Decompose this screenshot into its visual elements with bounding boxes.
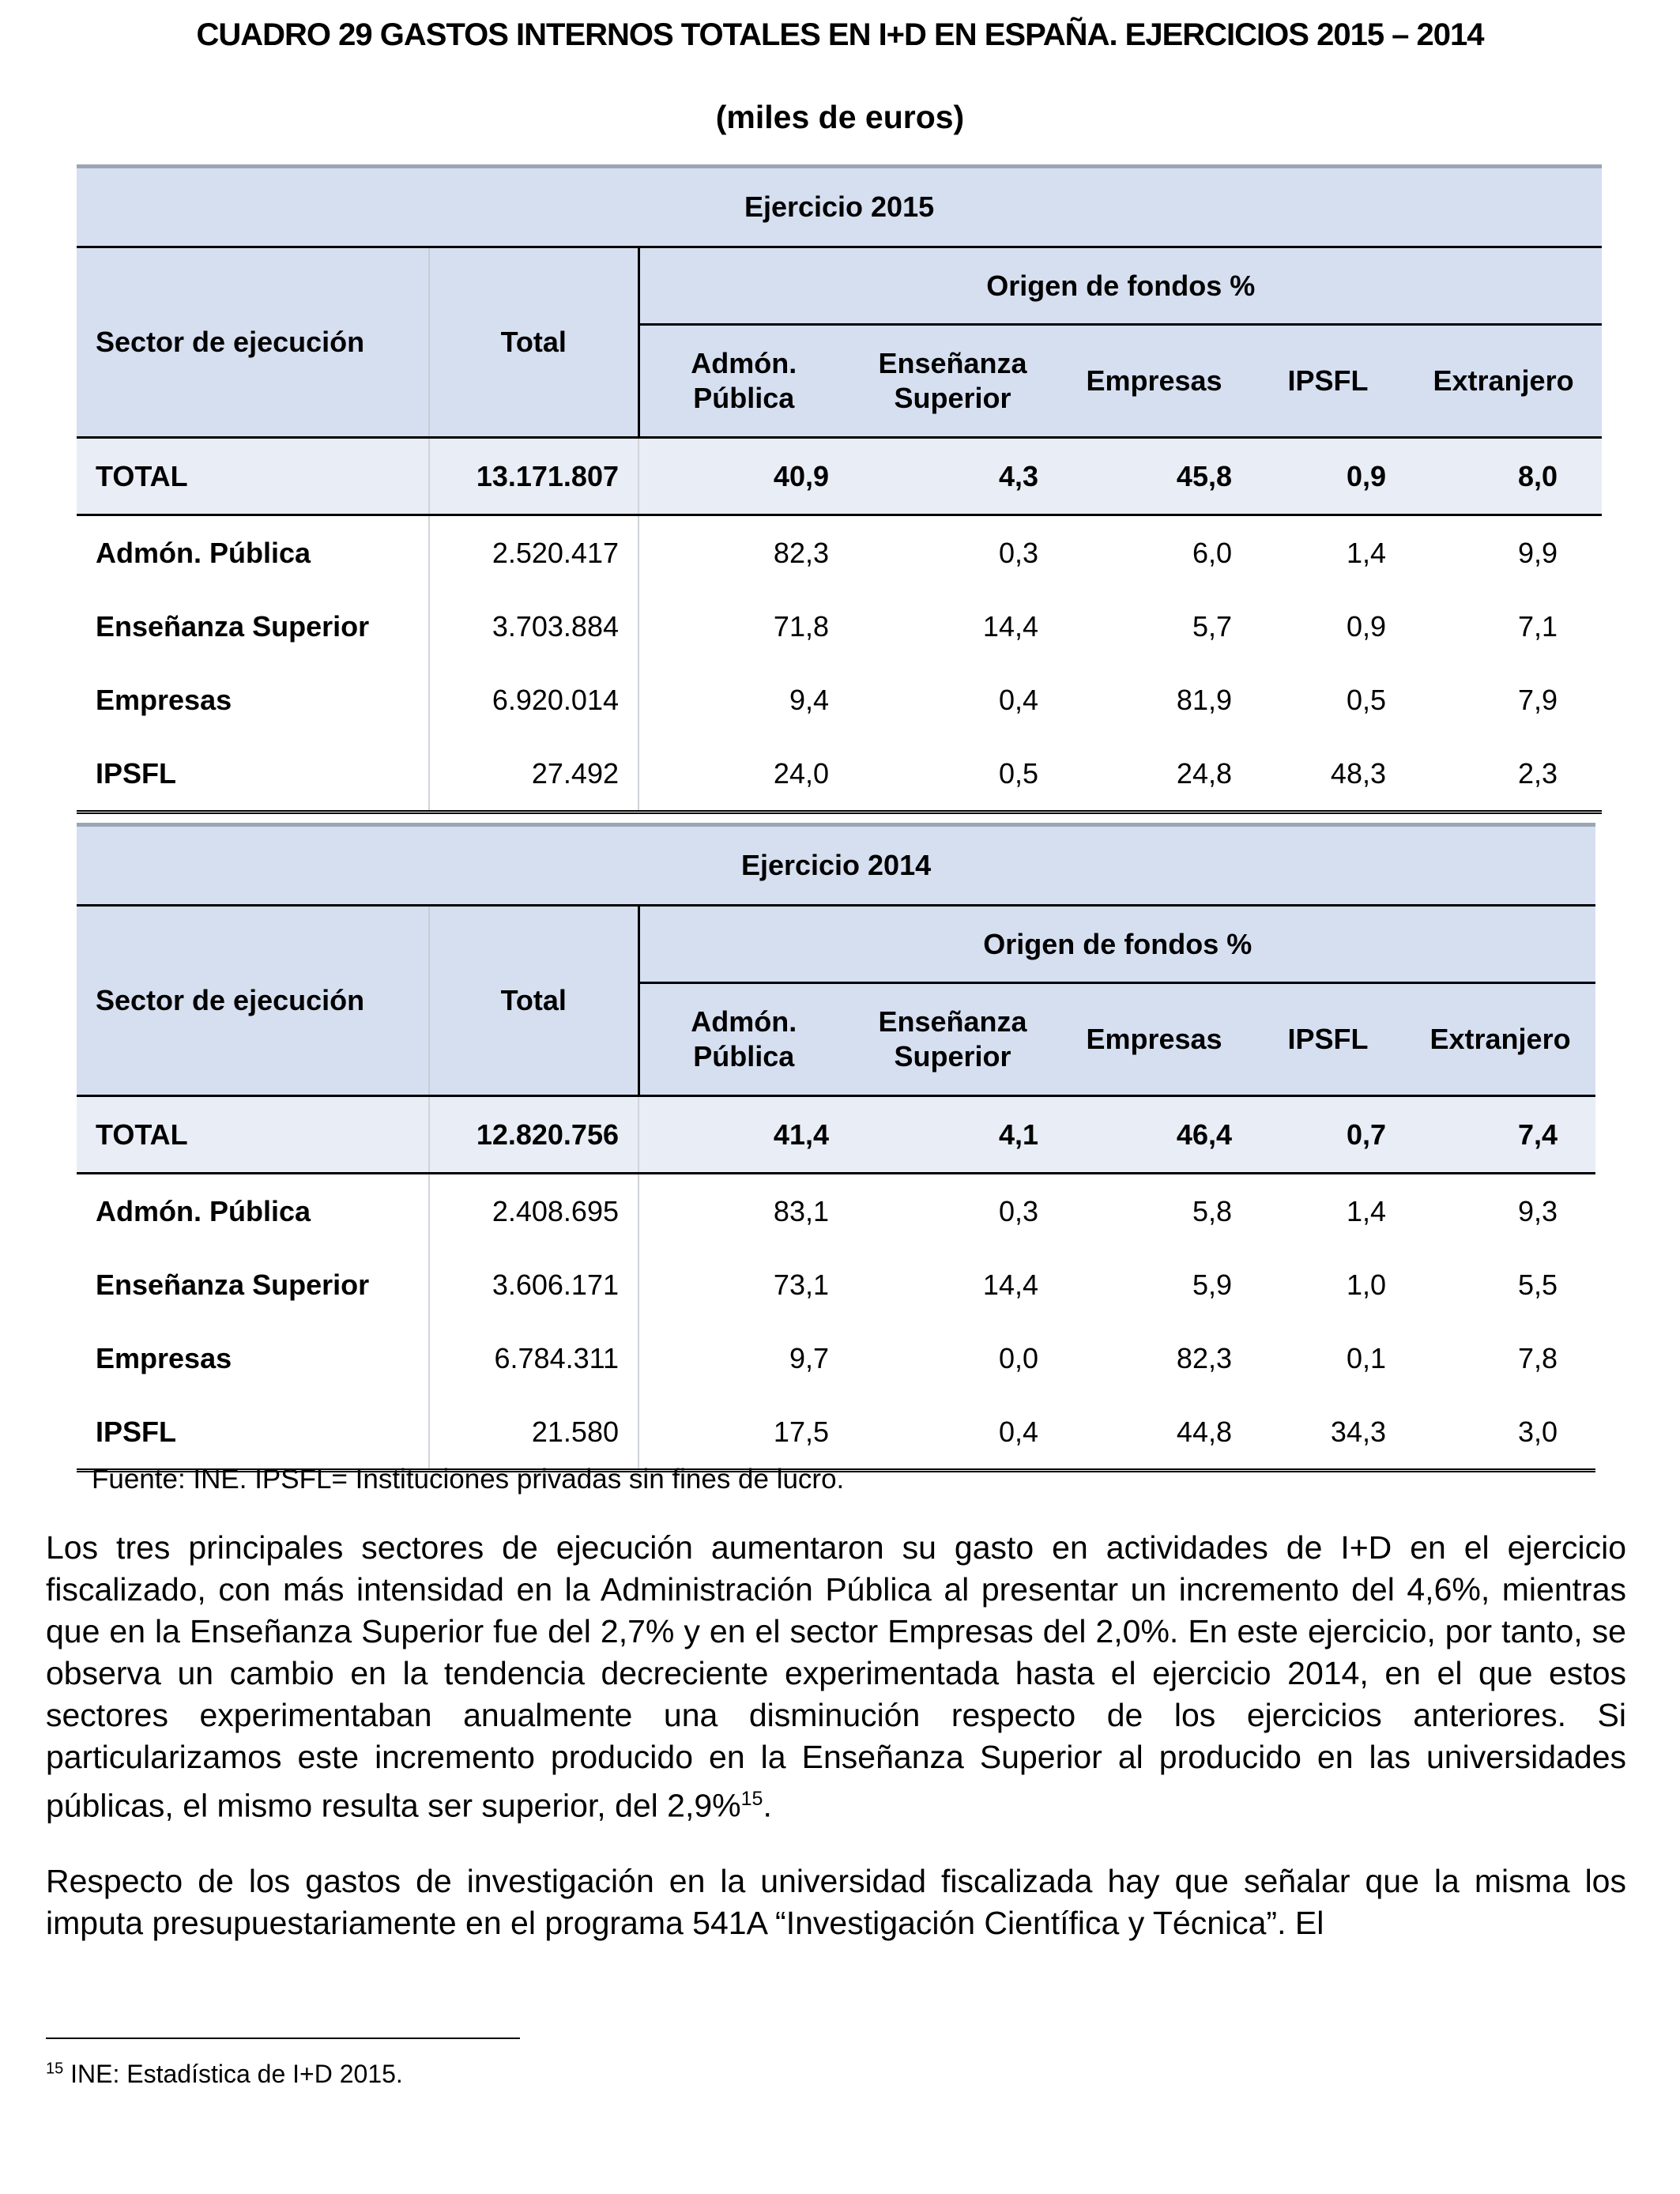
row-label: IPSFL — [77, 737, 429, 812]
empresas-cell: 5,8 — [1192, 1194, 1232, 1227]
year-header-row — [77, 167, 1602, 247]
ipsfl-cell: 0,9 — [1251, 438, 1405, 515]
total-row — [77, 1096, 1595, 1174]
empresas-cell: 5,7 — [1192, 609, 1232, 643]
total-header: Total — [429, 247, 638, 438]
paragraph-text: Los tres principales sectores de ejecución aumentaron su gasto en actividades de I+D en el ejercicio fiscalizado, con más intensidad en la Administración Pública al presentar un incremento del 4,6%, mientras que en la Enseñanza Superior fue del 2,7% y en el sector Empresas del 2,0%. En este ejercicio, por tanto, se observa un cambio en la tendencia decreciente experimentada hasta el ejercicio 2014, en el que estos sectores experimentaban anualmente una disminución respecto de los ejercicios anteriores. Si particularizamos este incremento producido en la Enseñanza Superior al producido en las universidades públicas, el mismo resulta ser superior, del 2,9% — [46, 1529, 1626, 1824]
table-row — [77, 1248, 1595, 1321]
table-row — [77, 590, 1602, 663]
ipsfl-cell: 0,5 — [1346, 683, 1386, 716]
table-2015 — [77, 164, 1602, 814]
ensenanza-cell: 14,4 — [982, 1268, 1038, 1301]
admon-cell: 83,1 — [638, 1174, 848, 1249]
extranjero-cell: 2,3 — [1405, 737, 1602, 812]
row-label: Empresas — [96, 1341, 232, 1374]
empresas-header: Empresas — [1057, 325, 1251, 438]
body-paragraph-2: Respecto de los gastos de investigación en la universidad fiscalizada hay que señalar que la misma los imputa presupuestariamente en el programa 541A “Investigación Científica y Técnica”. El — [46, 1863, 1626, 1941]
empresas-cell: 24,8 — [1057, 737, 1251, 812]
ensenanza-header: Enseñanza Superior — [848, 325, 1057, 438]
table-row — [77, 515, 1602, 590]
admon-header: Admón. Pública — [638, 983, 848, 1096]
footnote-ref[interactable]: 15 — [740, 1788, 763, 1810]
table-row — [77, 737, 1602, 812]
footnote-text: INE: Estadística de I+D 2015. — [63, 2060, 403, 2088]
ipsfl-cell: 1,4 — [1346, 536, 1386, 569]
page-subtitle: (miles de euros) — [715, 99, 965, 135]
extranjero-cell: 3,0 — [1405, 1395, 1595, 1471]
extranjero-cell: 7,4 — [1405, 1096, 1595, 1174]
table-row — [77, 1395, 1595, 1471]
ensenanza-cell: 0,5 — [848, 737, 1057, 812]
total-cell: 2.408.695 — [429, 1174, 638, 1249]
ipsfl-cell: 0,7 — [1251, 1096, 1405, 1174]
ensenanza-cell: 4,3 — [848, 438, 1057, 515]
extranjero-cell: 9,3 — [1518, 1194, 1558, 1227]
admon-cell: 41,4 — [638, 1096, 848, 1174]
empresas-cell: 81,9 — [1176, 683, 1232, 716]
extranjero-cell: 9,9 — [1518, 536, 1558, 569]
empresas-header: Empresas — [1057, 983, 1251, 1096]
year-label: Ejercicio 2015 — [77, 167, 1602, 247]
ensenanza-header: Enseñanza Superior — [848, 983, 1057, 1096]
origin-header: Origen de fondos % — [638, 247, 1602, 325]
ensenanza-cell: 0,4 — [848, 1395, 1057, 1471]
ipsfl-header: IPSFL — [1251, 325, 1405, 438]
footnote — [46, 2060, 403, 2089]
row-label: TOTAL — [77, 438, 429, 515]
extranjero-cell: 7,1 — [1518, 609, 1558, 643]
total-cell: 12.820.756 — [429, 1096, 638, 1174]
total-cell: 6.920.014 — [429, 663, 638, 737]
extranjero-cell: 8,0 — [1405, 438, 1602, 515]
header-row — [77, 247, 1602, 325]
empresas-cell: 6,0 — [1192, 536, 1232, 569]
row-label: Enseñanza Superior — [96, 609, 370, 643]
table-2014 — [77, 823, 1595, 1472]
table-row — [77, 1321, 1595, 1395]
extranjero-header: Extranjero — [1405, 983, 1595, 1096]
total-cell: 27.492 — [429, 737, 638, 812]
row-label: Admón. Pública — [96, 536, 311, 569]
body-paragraph-1: Los tres principales sectores de ejecución aumentaron su gasto en actividades de I+D en el ejercicio fiscalizado, con más intensidad en la Administración Pública al presentar un incremento del 4,6%, mientras que en la Enseñanza Superior fue del 2,7% y en el sector Empresas del 2,0%. En este ejercicio, por tanto, se observa un cambio en la tendencia decreciente experimentada hasta el ejercicio 2014, en el que estos sectores experimentaban anualmente una disminución respecto de los ejercicios anteriores. Si particularizamos este incremento producido en la Enseñanza Superior al producido en las universidades públicas, el mismo resulta ser superior, del 2,9%$^{15}$. — [46, 1529, 1626, 1824]
row-label: Enseñanza Superior — [96, 1268, 370, 1301]
empresas-cell: 46,4 — [1057, 1096, 1251, 1174]
row-label: Empresas — [96, 683, 232, 716]
total-cell: 3.703.884 — [429, 590, 638, 663]
footnote-divider — [46, 2038, 520, 2039]
ensenanza-cell: 0,4 — [998, 683, 1038, 716]
admon-cell: 17,5 — [638, 1395, 848, 1471]
page-title: CUADRO 29 GASTOS INTERNOS TOTALES EN I+D EN ESPAÑA. EJERCICIOS 2015 – 2014 — [196, 17, 1484, 52]
ensenanza-cell: 0,3 — [998, 1194, 1038, 1227]
admon-header: Admón. Pública — [638, 325, 848, 438]
empresas-cell: 82,3 — [1176, 1341, 1232, 1374]
admon-cell: 73,1 — [638, 1248, 848, 1321]
ensenanza-cell: 4,1 — [848, 1096, 1057, 1174]
admon-cell: 24,0 — [638, 737, 848, 812]
ipsfl-cell: 0,1 — [1346, 1341, 1386, 1374]
year-header-row — [77, 825, 1595, 906]
table-source-note: Fuente: INE. IPSFL= Instituciones privadas sin fines de lucro. — [92, 1464, 845, 1495]
row-label: TOTAL — [77, 1096, 429, 1174]
admon-cell: 40,9 — [638, 438, 848, 515]
ensenanza-cell: 0,3 — [998, 536, 1038, 569]
ensenanza-cell: 0,0 — [998, 1341, 1038, 1374]
ipsfl-cell: 1,4 — [1346, 1194, 1386, 1227]
table-row — [77, 1174, 1595, 1249]
admon-cell: 9,7 — [638, 1321, 848, 1395]
ipsfl-cell: 34,3 — [1251, 1395, 1405, 1471]
admon-cell: 82,3 — [638, 515, 848, 590]
ipsfl-header: IPSFL — [1251, 983, 1405, 1096]
extranjero-cell: 5,5 — [1518, 1268, 1558, 1301]
admon-cell: 71,8 — [638, 590, 848, 663]
total-cell: 3.606.171 — [429, 1248, 638, 1321]
empresas-cell: 44,8 — [1057, 1395, 1251, 1471]
empresas-cell: 5,9 — [1192, 1268, 1232, 1301]
total-cell: 21.580 — [429, 1395, 638, 1471]
footnote-number: 15 — [46, 2060, 64, 2078]
extranjero-cell: 7,8 — [1518, 1341, 1558, 1374]
ipsfl-cell: 0,9 — [1346, 609, 1386, 643]
total-cell: 2.520.417 — [429, 515, 638, 590]
total-header: Total — [429, 906, 638, 1096]
origin-header: Origen de fondos % — [638, 906, 1595, 983]
row-label: IPSFL — [77, 1395, 429, 1471]
table-row — [77, 663, 1602, 737]
row-label: Admón. Pública — [96, 1194, 311, 1227]
total-row — [77, 438, 1602, 515]
sector-header: Sector de ejecución — [77, 247, 429, 438]
ipsfl-cell: 48,3 — [1251, 737, 1405, 812]
ipsfl-cell: 1,0 — [1346, 1268, 1386, 1301]
ensenanza-cell: 14,4 — [982, 609, 1038, 643]
extranjero-cell: 7,9 — [1518, 683, 1558, 716]
admon-cell: 9,4 — [638, 663, 848, 737]
total-cell: 13.171.807 — [429, 438, 638, 515]
total-cell: 6.784.311 — [429, 1321, 638, 1395]
extranjero-header: Extranjero — [1405, 325, 1602, 438]
year-label: Ejercicio 2014 — [77, 825, 1595, 906]
sector-header: Sector de ejecución — [77, 906, 429, 1096]
header-row — [77, 906, 1595, 983]
empresas-cell: 45,8 — [1057, 438, 1251, 515]
